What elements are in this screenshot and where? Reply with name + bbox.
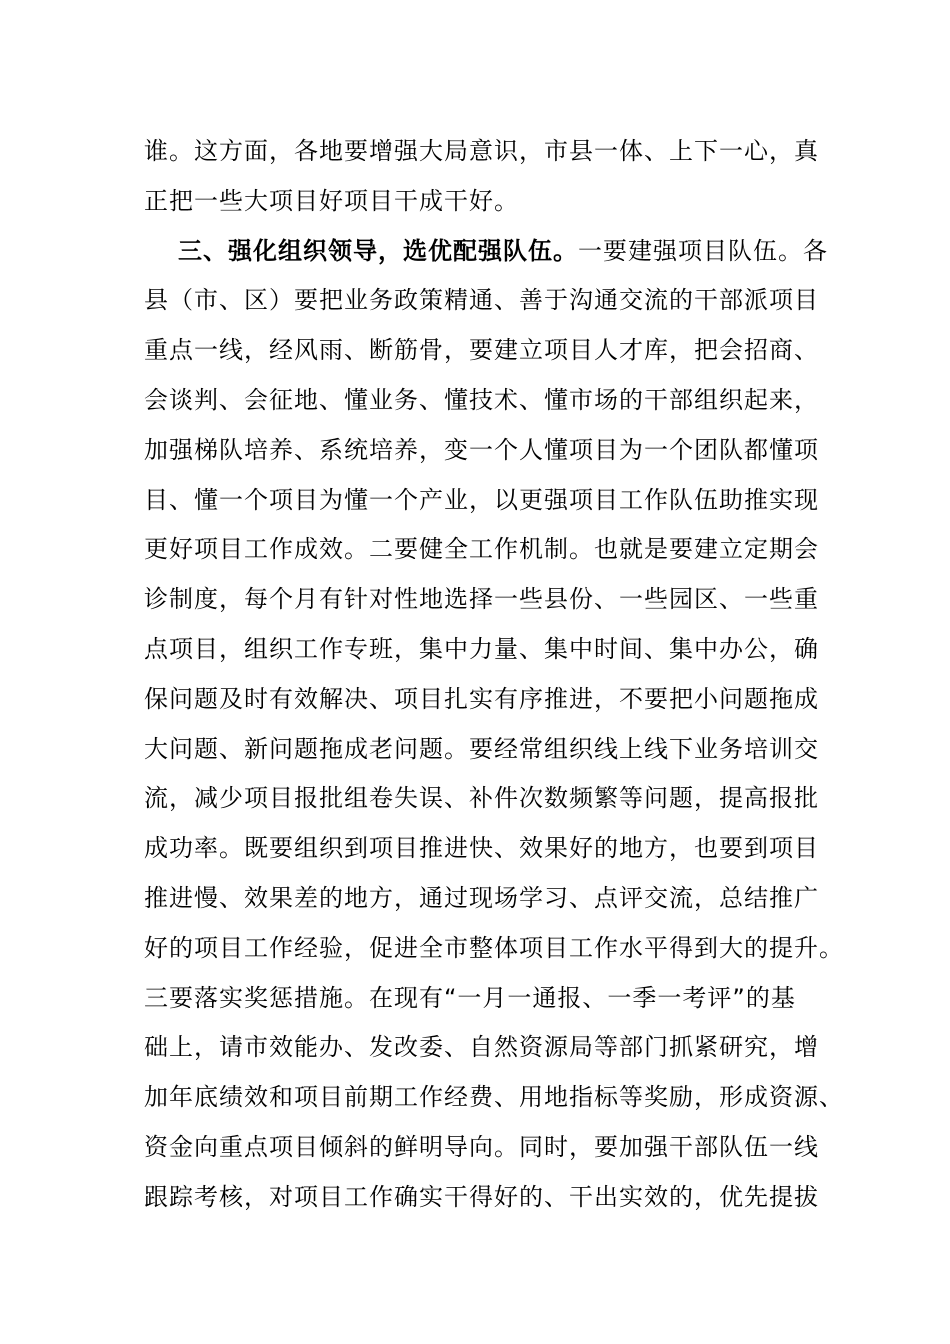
text-line-10: 诊制度，每个月有针对性地选择一些县份、一些园区、一些重 (144, 585, 819, 614)
text-line-15: 成功率。既要组织到项目推进快、效果好的地方，也要到项目 (144, 834, 819, 863)
text-line-21: 资金向重点项目倾斜的鲜明导向。同时，要加强干部队伍一线 (144, 1132, 819, 1161)
text-line-1: 谁。这方面，各地要增强大局意识，市县一体、上下一心，真 (144, 137, 819, 165)
text-line-9: 更好项目工作成效。二要健全工作机制。也就是要建立定期会 (144, 535, 819, 564)
text-line-2: 正把一些大项目好项目干成干好。 (144, 186, 519, 215)
text-line-14: 流，减少项目报批组卷失误、补件次数频繁等问题，提高报批 (144, 784, 819, 813)
text-line-13: 大问题、新问题拖成老问题。要经常组织线上线下业务培训交 (144, 734, 819, 763)
text-line-18: 三要落实奖惩措施。在现有“一月一通报、一季一考评”的基 (144, 983, 796, 1012)
text-line-12: 保问题及时有效解决、项目扎实有序推进，不要把小问题拖成 (144, 684, 819, 713)
text-line-20: 加年底绩效和项目前期工作经费、用地指标等奖励，形成资源、 (144, 1083, 844, 1112)
text-line-6: 会谈判、会征地、懂业务、懂技术、懂市场的干部组织起来， (144, 385, 819, 414)
text-line-11: 点项目，组织工作专班，集中力量、集中时间、集中办公，确 (144, 634, 819, 663)
section-heading-continuation: 一要建强项目队伍。各 (578, 236, 828, 265)
text-line-22: 跟踪考核，对项目工作确实干得好的、干出实效的，优先提拔 (144, 1182, 819, 1211)
section-three-first-line (144, 227, 828, 277)
text-line-4: 县（市、区）要把业务政策精通、善于沟通交流的干部派项目 (144, 286, 819, 315)
section-heading: 三、强化组织领导，选优配强队伍。 (178, 236, 578, 265)
text-line-7: 加强梯队培养、系统培养，变一个人懂项目为一个团队都懂项 (144, 435, 819, 464)
text-line-16: 推进慢、效果差的地方，通过现场学习、点评交流，总结推广 (144, 883, 819, 912)
text-line-5: 重点一线，经风雨、断筋骨，要建立项目人才库，把会招商、 (144, 336, 819, 365)
text-line-17: 好的项目工作经验，促进全市整体项目工作水平得到大的提升。 (144, 933, 844, 962)
document-body (144, 127, 844, 1223)
text-line-8: 目、懂一个项目为懂一个产业，以更强项目工作队伍助推实现 (144, 485, 819, 514)
text-line-19: 础上，请市效能办、发改委、自然资源局等部门抓紧研究，增 (144, 1033, 819, 1062)
